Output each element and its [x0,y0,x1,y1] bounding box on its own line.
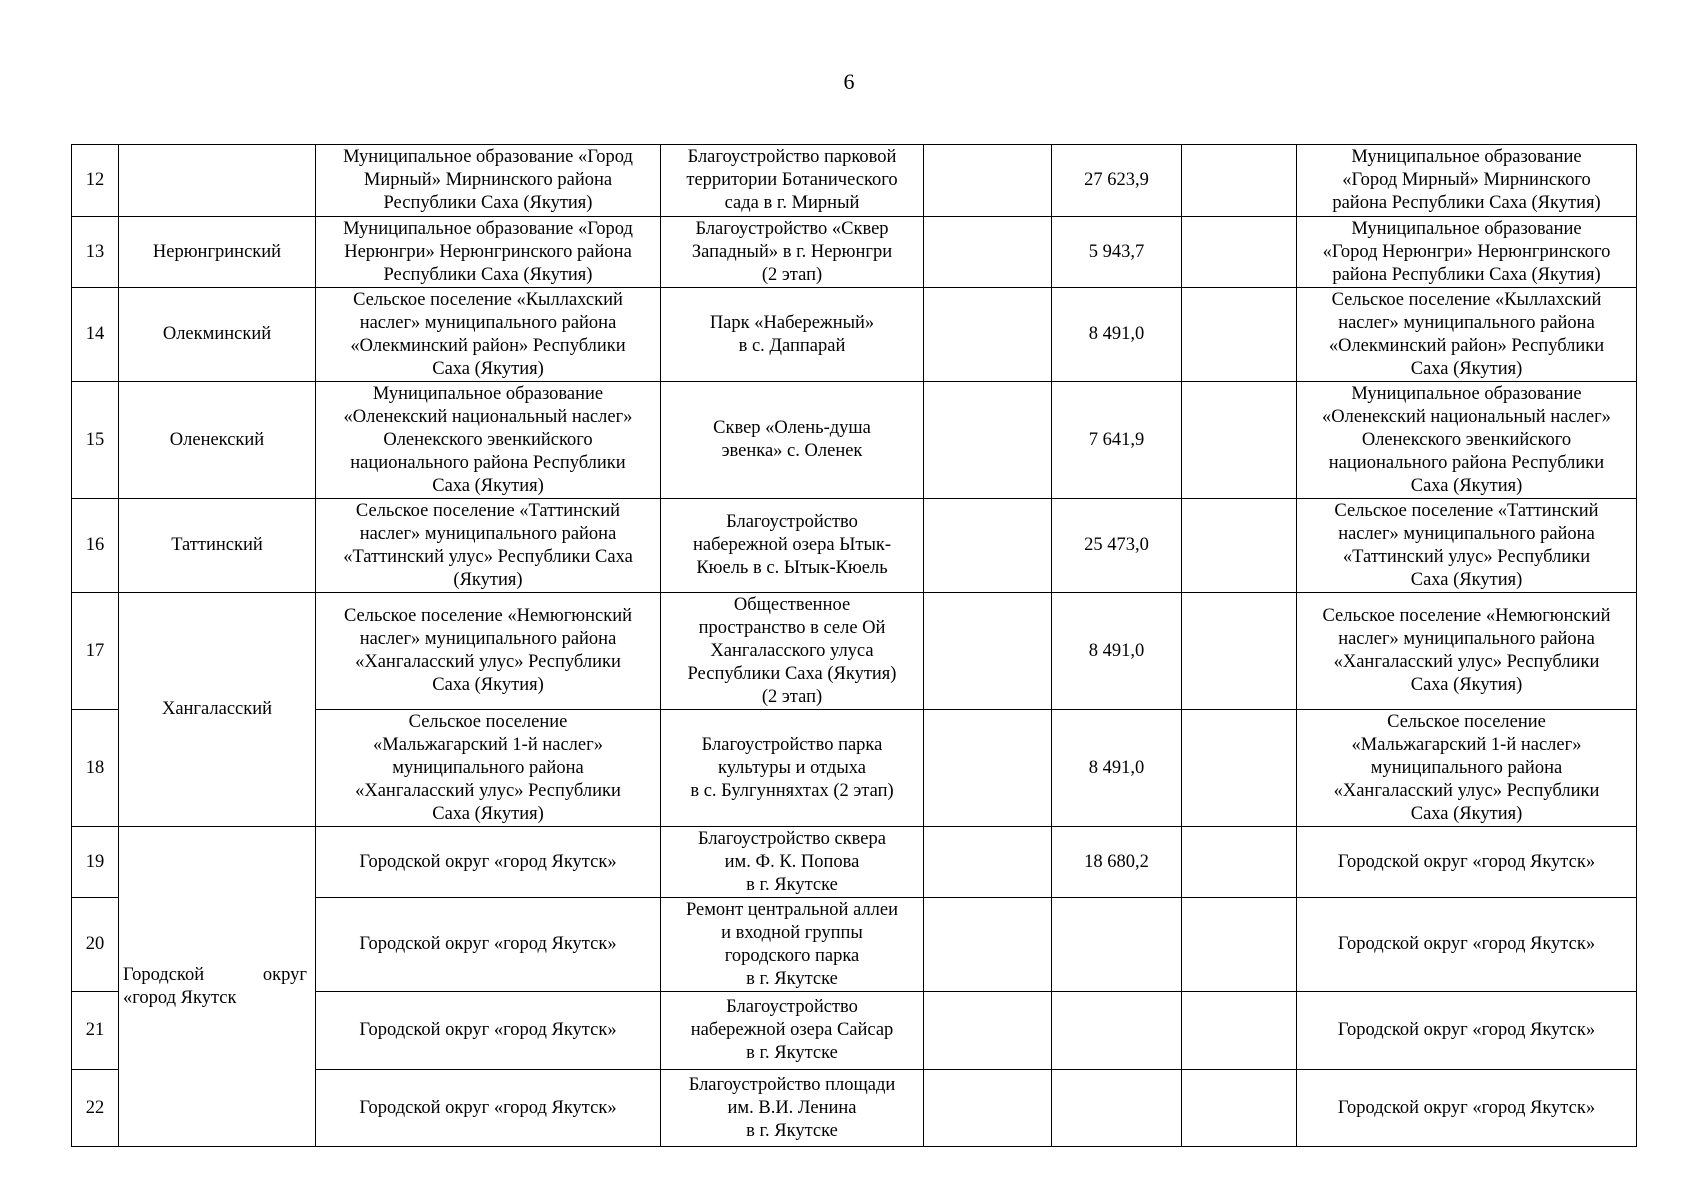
recipient-cell: Муниципальное образование «Город Мирный» Мирнинского района Республики Саха (Якутия) [1297,145,1637,217]
table-row [72,593,1637,710]
row-number: 20 [72,898,119,992]
empty-cell [924,593,1052,710]
district-cell: Оленекский [119,382,316,499]
empty-cell [924,898,1052,992]
amount-cell: 7 641,9 [1052,382,1182,499]
page-number: 6 [843,69,855,94]
empty-cell [924,145,1052,217]
row-number: 12 [72,145,119,217]
municipality-cell: Городской округ «город Якутск» [316,992,661,1070]
recipient-cell: Сельское поселение «Таттинский наслег» муниципального района «Таттинский улус» Республики Саха (Якутия) [1297,499,1637,593]
object-cell: Благоустройство набережной озера Ытык- Кюель в с. Ытык-Кюель [661,499,924,593]
object-cell: Благоустройство «Сквер Западный» в г. Нерюнгри (2 этап) [661,217,924,288]
recipient-cell: Городской округ «город Якутск» [1297,1070,1637,1147]
amount-cell [1052,1070,1182,1147]
table-row [72,382,1637,499]
district-cell: Таттинский [119,499,316,593]
empty-cell [1182,217,1297,288]
amount-cell: 25 473,0 [1052,499,1182,593]
empty-cell [1182,382,1297,499]
empty-cell [924,827,1052,898]
municipality-cell: Муниципальное образование «Город Нерюнгри» Нерюнгринского района Республики Саха (Якутия) [316,217,661,288]
recipient-cell: Муниципальное образование «Оленекский национальный наслег» Оленекского эвенкийского национального района Республики Саха (Якутия) [1297,382,1637,499]
empty-cell [1182,992,1297,1070]
amount-cell: 8 491,0 [1052,710,1182,827]
empty-cell [1182,593,1297,710]
empty-cell [1182,710,1297,827]
row-number: 19 [72,827,119,898]
empty-cell [924,992,1052,1070]
municipality-cell: Муниципальное образование «Город Мирный» Мирнинского района Республики Саха (Якутия) [316,145,661,217]
row-number: 22 [72,1070,119,1147]
recipient-cell: Сельское поселение «Мальжагарский 1-й наслег» муниципального района «Хангаласский улус» Республики Саха (Якутия) [1297,710,1637,827]
amount-cell [1052,898,1182,992]
table-row [72,827,1637,898]
table-row [72,217,1637,288]
district-cell: Нерюнгринский [119,217,316,288]
row-number: 18 [72,710,119,827]
table-row [72,499,1637,593]
object-cell: Ремонт центральной аллеи и входной группы городского парка в г. Якутске [661,898,924,992]
district-cell: Хангаласский [119,593,316,827]
recipient-cell: Муниципальное образование «Город Нерюнгри» Нерюнгринского района Республики Саха (Якутия) [1297,217,1637,288]
empty-cell [1182,145,1297,217]
municipality-cell: Сельское поселение «Кыллахский наслег» муниципального района «Олекминский район» Республики Саха (Якутия) [316,288,661,382]
recipient-cell: Городской округ «город Якутск» [1297,898,1637,992]
municipality-cell: Городской округ «город Якутск» [316,898,661,992]
object-cell: Благоустройство площади им. В.И. Ленина в г. Якутске [661,1070,924,1147]
table-row [72,145,1637,217]
empty-cell [1182,827,1297,898]
table-row [72,288,1637,382]
recipient-cell: Сельское поселение «Кыллахский наслег» муниципального района «Олекминский район» Республики Саха (Якутия) [1297,288,1637,382]
row-number: 14 [72,288,119,382]
row-number: 16 [72,499,119,593]
municipality-cell: Сельское поселение «Таттинский наслег» муниципального района «Таттинский улус» Республики Саха (Якутия) [316,499,661,593]
recipient-cell: Городской округ «город Якутск» [1297,992,1637,1070]
municipality-cell: Городской округ «город Якутск» [316,827,661,898]
empty-cell [1182,1070,1297,1147]
amount-cell: 27 623,9 [1052,145,1182,217]
row-number: 15 [72,382,119,499]
empty-cell [1182,898,1297,992]
empty-cell [924,1070,1052,1147]
empty-cell [1182,288,1297,382]
district-cell [119,145,316,217]
data-table [71,144,1637,1147]
recipient-cell: Сельское поселение «Немюгюнский наслег» муниципального района «Хангаласский улус» Республики Саха (Якутия) [1297,593,1637,710]
empty-cell [924,382,1052,499]
municipality-cell: Сельское поселение «Немюгюнский наслег» муниципального района «Хангаласский улус» Республики Саха (Якутия) [316,593,661,710]
amount-cell: 8 491,0 [1052,288,1182,382]
municipality-cell: Сельское поселение «Мальжагарский 1-й наслег» муниципального района «Хангаласский улус» Республики Саха (Якутия) [316,710,661,827]
amount-cell: 5 943,7 [1052,217,1182,288]
object-cell: Благоустройство парка культуры и отдыха в с. Булгунняхтах (2 этап) [661,710,924,827]
object-cell: Благоустройство парковой территории Ботанического сада в г. Мирный [661,145,924,217]
row-number: 17 [72,593,119,710]
amount-cell [1052,992,1182,1070]
empty-cell [1182,499,1297,593]
empty-cell [924,217,1052,288]
amount-cell: 8 491,0 [1052,593,1182,710]
object-cell: Общественное пространство в селе Ой Хангаласского улуса Республики Саха (Якутия) (2 этап) [661,593,924,710]
object-cell: Благоустройство набережной озера Сайсар в г. Якутске [661,992,924,1070]
district-cell: Олекминский [119,288,316,382]
object-cell: Парк «Набережный» в с. Даппарай [661,288,924,382]
row-number: 21 [72,992,119,1070]
empty-cell [924,499,1052,593]
object-cell: Благоустройство сквера им. Ф. К. Попова в г. Якутске [661,827,924,898]
empty-cell [924,710,1052,827]
recipient-cell: Городской округ «город Якутск» [1297,827,1637,898]
object-cell: Сквер «Олень-душа эвенка» с. Оленек [661,382,924,499]
district-cell: Городской округ «город Якутск [119,827,316,1147]
empty-cell [924,288,1052,382]
municipality-cell: Городской округ «город Якутск» [316,1070,661,1147]
row-number: 13 [72,217,119,288]
amount-cell: 18 680,2 [1052,827,1182,898]
municipality-cell: Муниципальное образование «Оленекский национальный наслег» Оленекского эвенкийского национального района Республики Саха (Якутия) [316,382,661,499]
